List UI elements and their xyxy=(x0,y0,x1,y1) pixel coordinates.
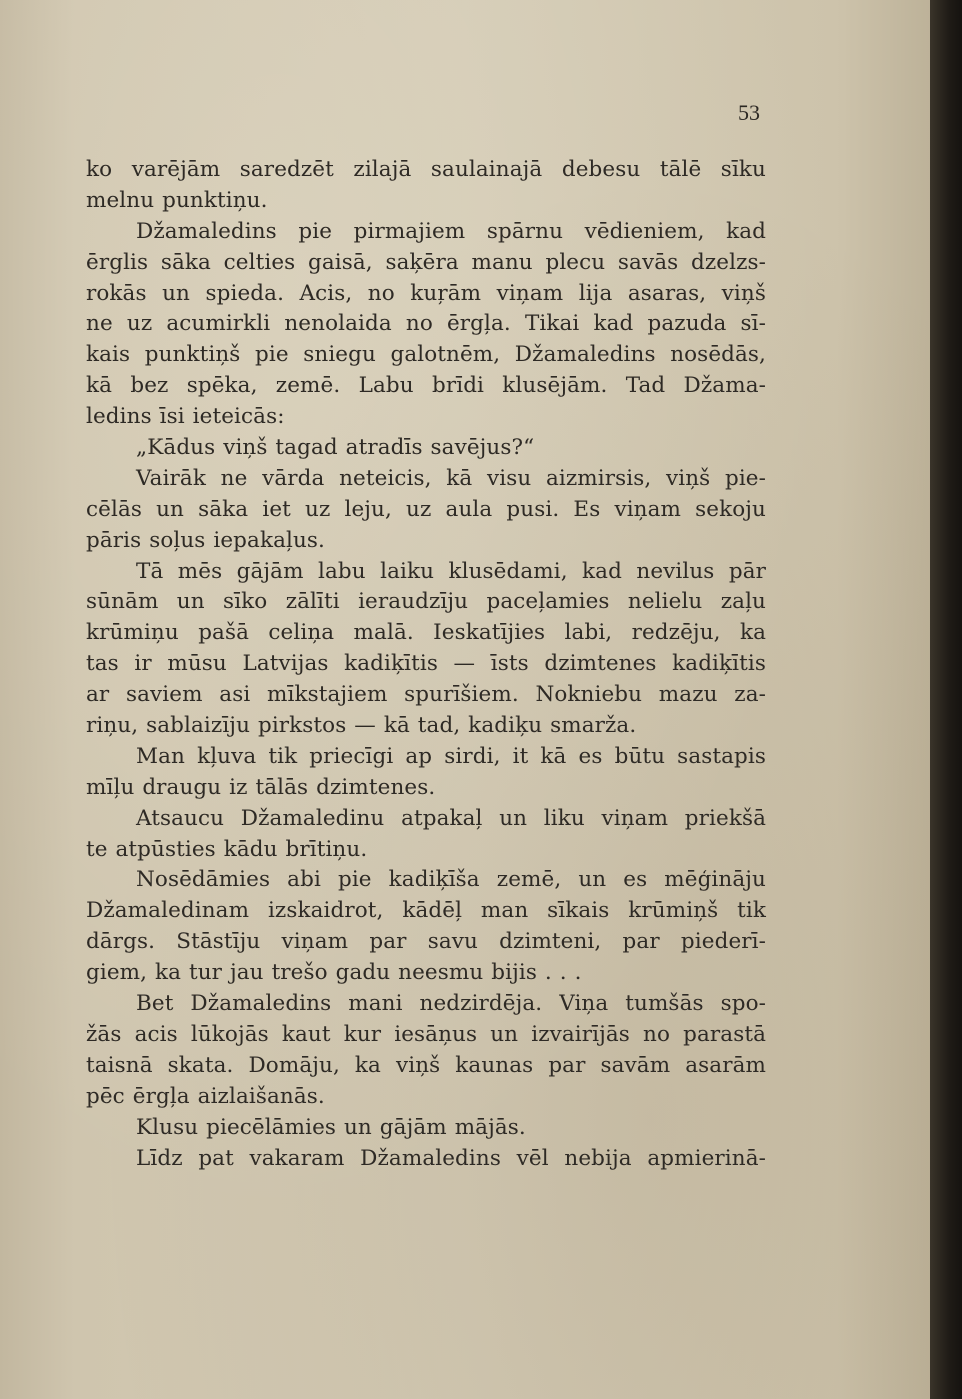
text-line: „Kādus viņš tagad atradīs savējus?“ xyxy=(136,435,535,461)
text-line: Man kļuva tik priecīgi ap sirdi, it kā es būtu sastapis xyxy=(136,743,766,769)
text-line: Atsaucu Džamaledinu atpakaļ un liku viņam priekšā xyxy=(136,805,766,831)
text-line: taisnā skata. Domāju, ka viņš kaunas par savām asarām xyxy=(86,1052,766,1078)
text-line: žās acis lūkojās kaut kur iesāņus un izvairījās no parastā xyxy=(86,1021,766,1047)
text-line: melnu punktiņu. xyxy=(86,187,268,213)
text-line: te atpūsties kādu brītiņu. xyxy=(86,836,368,862)
text-line: Klusu piecēlāmies un gājām mājās. xyxy=(136,1114,526,1140)
text-line: ne uz acumirkli nenolaida no ērgļa. Tikai kad pazuda sī- xyxy=(86,311,766,337)
text-line: sūnām un sīko zālīti ieraudzīju paceļamies nelielu zaļu xyxy=(86,589,766,615)
text-line: rokās un spieda. Acis, no kuŗām viņam lija asaras, viņš xyxy=(86,280,766,306)
text-line: Bet Džamaledins mani nedzirdēja. Viņa tumšās spo- xyxy=(136,991,766,1017)
text-line: Tā mēs gājām labu laiku klusēdami, kad nevilus pār xyxy=(136,558,766,584)
text-line: Džamaledins pie pirmajiem spārnu vēdieniem, kad xyxy=(136,218,766,244)
text-line: kā bez spēka, zemē. Labu brīdi klusējām. Tad Džama- xyxy=(86,373,766,399)
text-line: kais punktiņš pie sniegu galotnēm, Džamaledins nosēdās, xyxy=(86,342,766,368)
text-line: ko varējām saredzēt zilajā saulainajā debesu tālē sīku xyxy=(86,157,766,182)
text-line: Līdz pat vakaram Džamaledins vēl nebija apmierinā- xyxy=(136,1145,766,1171)
text-line: ar saviem asi mīkstajiem spurīšiem. Nokniebu mazu za- xyxy=(86,682,766,708)
text-line: Vairāk ne vārda neteicis, kā visu aizmirsis, viņš pie- xyxy=(136,465,766,491)
text-line: dārgs. Stāstīju viņam par savu dzimteni, par piederī- xyxy=(86,929,766,955)
text-line: pēc ērgļa aizlaišanās. xyxy=(86,1083,325,1109)
text-line: ērglis sāka celties gaisā, saķēra manu plecu savās dzelzs- xyxy=(86,249,766,275)
text-line: pāris soļus iepakaļus. xyxy=(86,527,325,553)
text-line: tas ir mūsu Latvijas kadiķītis — īsts dzimtenes kadiķītis xyxy=(86,651,766,677)
text-line: mīļu draugu iz tālās dzimtenes. xyxy=(86,774,436,800)
text-line: giem, ka tur jau trešo gadu neesmu bijis . . . xyxy=(86,960,582,986)
body-text xyxy=(86,155,766,1174)
text-line: krūmiņu pašā celiņa malā. Ieskatījies labi, redzēju, ka xyxy=(86,620,766,646)
text-line: Džamaledinam izskaidrot, kādēļ man sīkais krūmiņš tik xyxy=(86,898,766,924)
page-edge-shadow xyxy=(930,0,962,1399)
text-line: ledins īsi ieteicās: xyxy=(86,404,285,430)
text-line: cēlās un sāka iet uz leju, uz aula pusi. Es viņam sekoju xyxy=(86,496,766,522)
text-line: Nosēdāmies abi pie kadiķīša zemē, un es mēģināju xyxy=(136,867,766,893)
text-line: riņu, sablaizīju pirkstos — kā tad, kadiķu smarža. xyxy=(86,713,637,739)
page-number: 53 xyxy=(738,100,760,125)
